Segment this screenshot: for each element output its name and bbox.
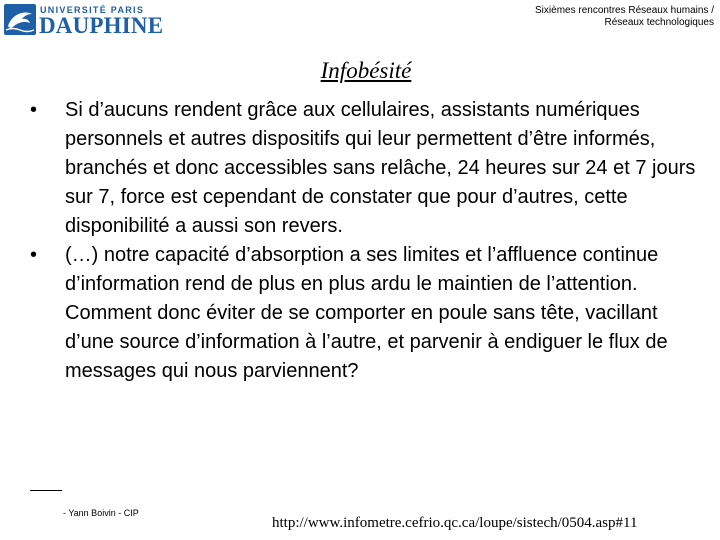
- bullet-item: [30, 96, 700, 241]
- bullet-list: [30, 96, 700, 386]
- bullet-item: [30, 241, 700, 386]
- logo-main-text: DAUPHINE: [39, 13, 164, 38]
- bullet-symbol: •: [30, 244, 38, 266]
- slide-title: Infobésité: [320, 58, 412, 83]
- logo-top-text: UNIVERSITÉ PARIS: [40, 5, 145, 15]
- bullet-text: (…) notre capacité d’absorption a ses limites et l’affluence continue d’information rend de plus en plus ardu le maintien de l’attention. Comment donc éviter de se comporter en poule sans tête, vacillant d’une source d’information à l’autre, et parvenir à endiguer le flux de messages qui nous parviennent?: [65, 244, 668, 382]
- header-caption-line1: Sixièmes rencontres Réseaux humains /: [535, 5, 714, 16]
- dolphin-icon: [4, 4, 36, 35]
- footer-divider: [30, 490, 62, 491]
- bullet-symbol: •: [30, 99, 38, 121]
- footer-author: - Yann Boivin - CIP: [63, 508, 139, 518]
- header-caption-line2: Réseaux technologiques: [604, 17, 714, 28]
- university-logo: [4, 4, 164, 38]
- bullet-text: Si d’aucuns rendent grâce aux cellulaires, assistants numériques personnels et autres dispositifs qui leur permettent d’être informés, branchés et donc accessibles sans relâche, 24 heures sur 24 et 7 jours sur 7, force est cependant de constater que pour d’autres, cette disponibilité a aussi son revers.: [65, 99, 696, 237]
- source-link[interactable]: http://www.infometre.cefrio.qc.ca/loupe/sistech/0504.asp#11: [272, 515, 638, 531]
- header-caption: [454, 5, 714, 29]
